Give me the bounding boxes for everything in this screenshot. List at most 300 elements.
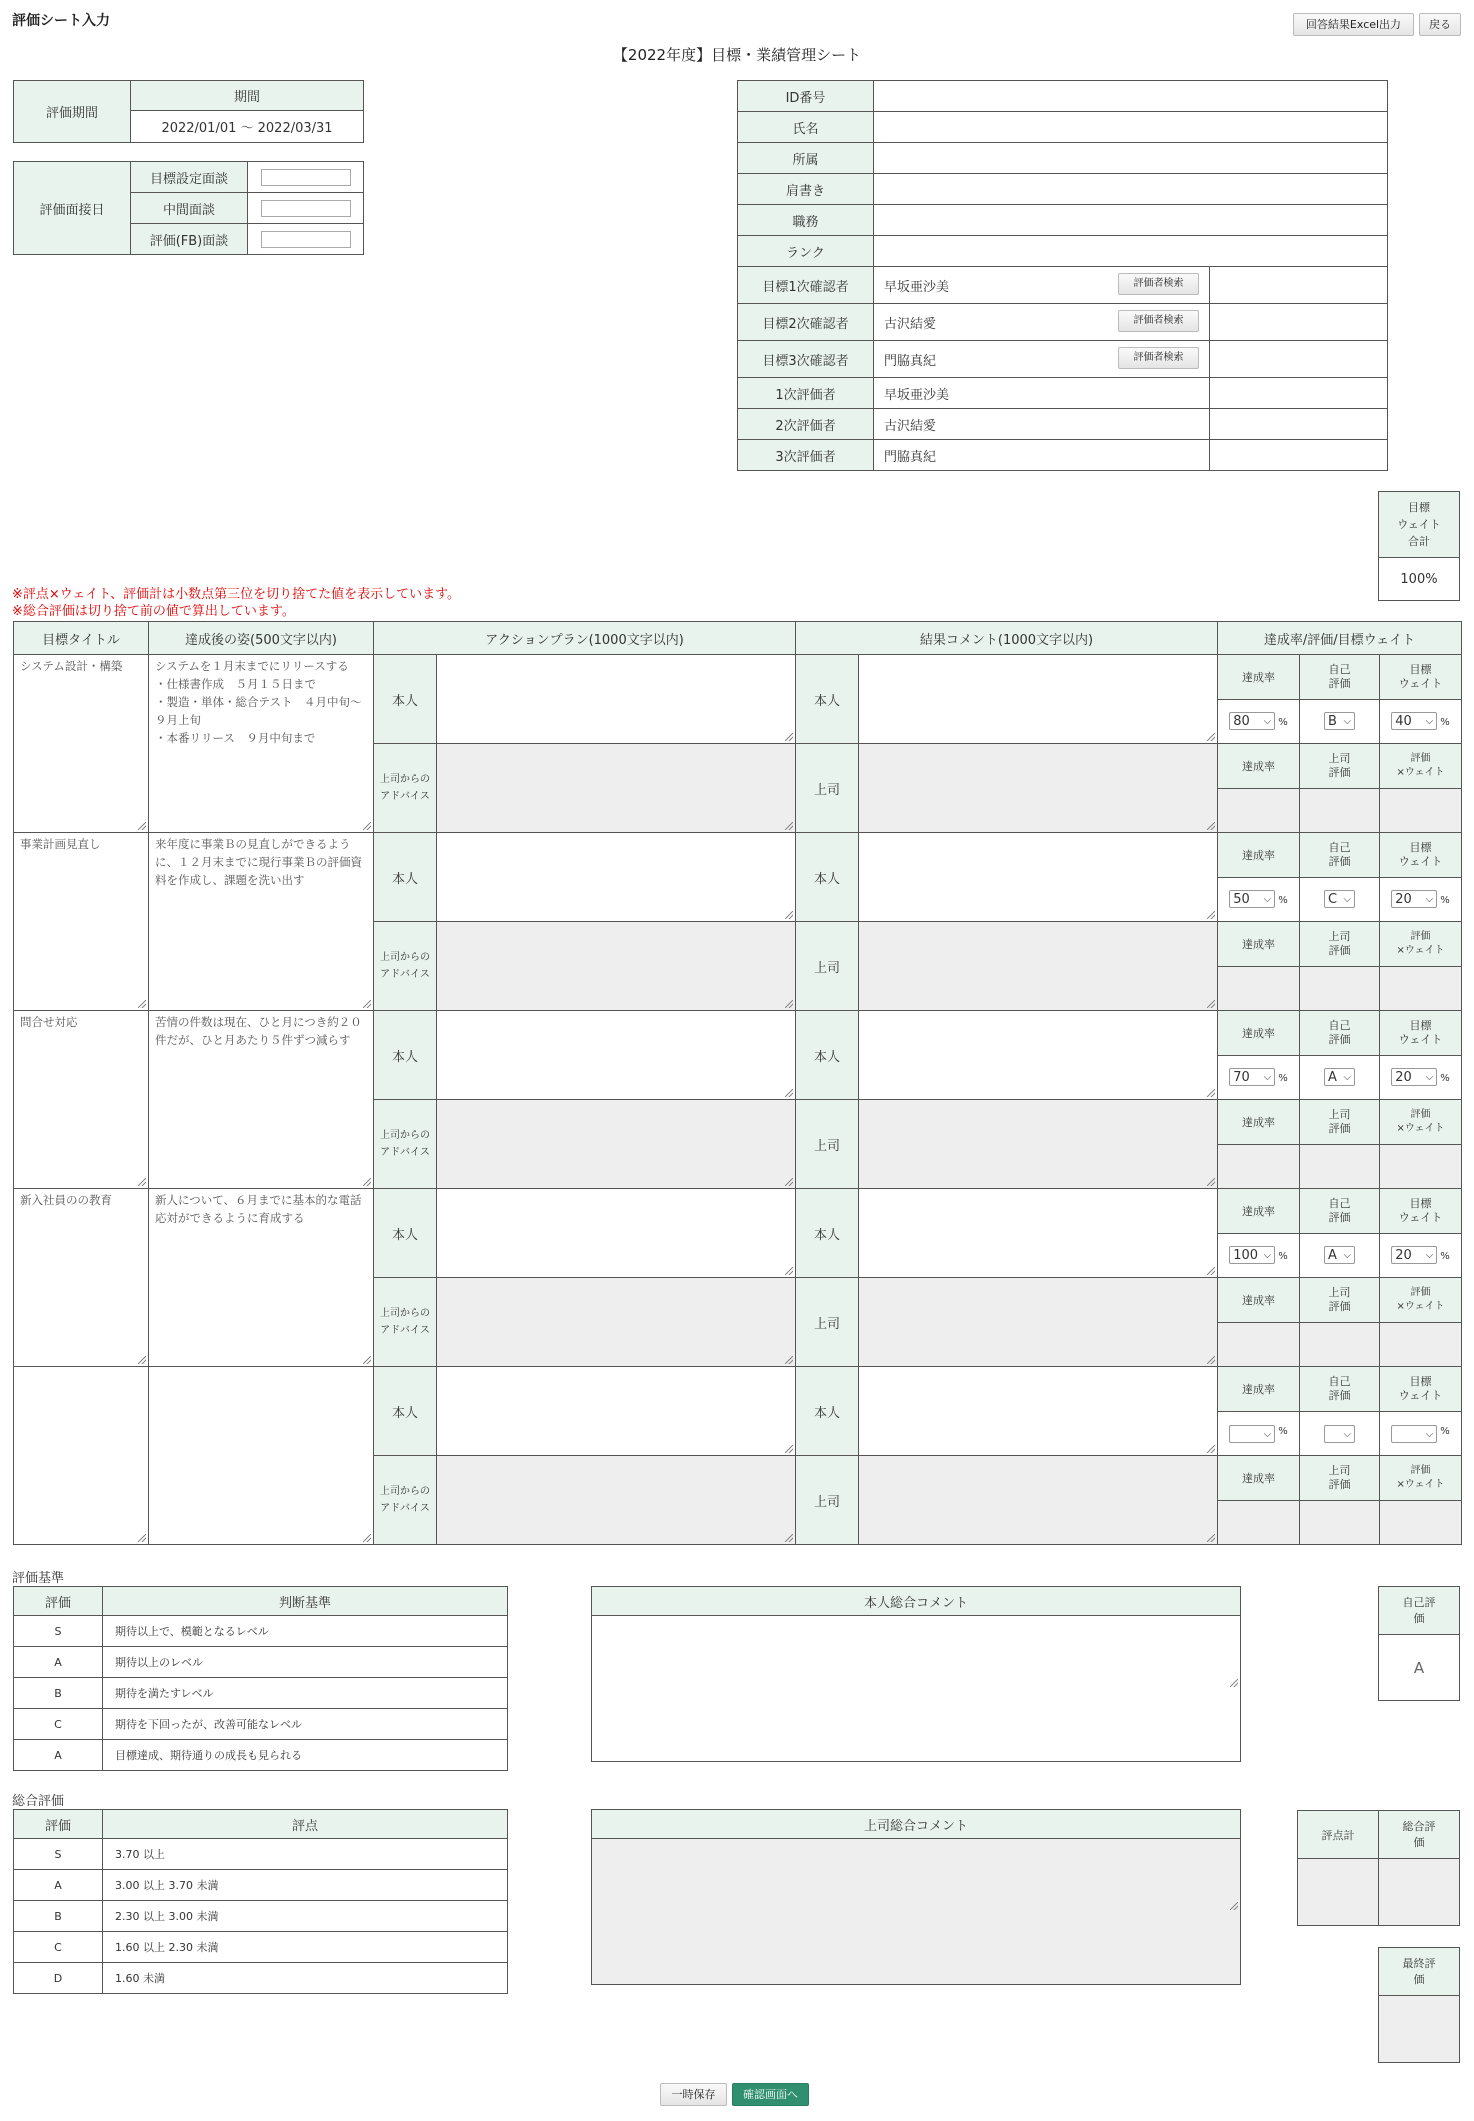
evaluator-name: 古沢結愛 (874, 409, 1210, 440)
chevron-down-icon: ⌵ (1263, 1071, 1272, 1083)
resize-grip-icon (785, 1356, 793, 1364)
boss-eval-value (1300, 1500, 1380, 1545)
label: 評価 (1328, 1121, 1351, 1135)
table-row (14, 1647, 508, 1678)
rate-value: 70 (1233, 1069, 1250, 1085)
label: 上司 (1328, 1285, 1351, 1299)
weight-total-table (1378, 491, 1460, 601)
criteria-grade: A (14, 1740, 103, 1771)
boss-advice-textarea (437, 1456, 795, 1544)
overall-range: 1.60 未満 (103, 1963, 508, 1994)
rate-select[interactable] (1229, 1425, 1275, 1443)
evaluator-name: 門脇真紀 (874, 440, 1210, 471)
boss-eval-value (1300, 788, 1380, 833)
resize-grip-icon[interactable] (1207, 733, 1215, 741)
label: アドバイス (380, 1325, 430, 1336)
confirm-button[interactable]: 確認画面へ (732, 2083, 809, 2106)
final-eval-value (1379, 1996, 1460, 2063)
final-eval-label: 価 (1413, 1972, 1425, 1986)
boss-eval-header (1300, 1456, 1380, 1501)
resize-grip-icon (1207, 1534, 1215, 1542)
evaluator-label: 3次評価者 (738, 440, 874, 471)
boss-eval-value (1300, 1144, 1380, 1189)
boss-eval-header (1300, 1278, 1380, 1323)
overall-range: 3.70 以上 (103, 1839, 508, 1870)
result-boss-textarea (859, 744, 1217, 832)
overall-header: 評点 (103, 1810, 508, 1839)
boss-comment-table (591, 1809, 1241, 1985)
profile-label: ID番号 (738, 81, 874, 112)
criteria-grade: B (14, 1678, 103, 1709)
criteria-desc: 期待を下回ったが、改善可能なレベル (103, 1709, 508, 1740)
label: ウェイト (1398, 676, 1443, 690)
profile-label: ランク (738, 236, 874, 267)
chevron-down-icon: ⌵ (1425, 1428, 1434, 1440)
period-table (13, 80, 364, 143)
evaluator-label: 2次評価者 (738, 409, 874, 440)
overall-table (13, 1809, 508, 1994)
self-label: 本人 (374, 1011, 437, 1100)
action-plan-self-textarea[interactable] (437, 655, 795, 743)
rate-select[interactable] (1229, 890, 1275, 908)
goal-desc-cell[interactable] (149, 655, 374, 833)
label: 評価 (1328, 943, 1351, 957)
label: 自己 (1328, 1374, 1351, 1388)
table-row (14, 1839, 508, 1870)
label: アドバイス (380, 969, 430, 980)
feedback-date-input[interactable] (261, 231, 351, 248)
overall-header: 評価 (14, 1810, 103, 1839)
result-self-textarea[interactable] (859, 1189, 1217, 1277)
goal-title-cell[interactable] (14, 833, 149, 1011)
label: ×ウェイト (1396, 1300, 1445, 1312)
rate-label: 達成率 (1218, 922, 1300, 967)
resize-grip-icon (1207, 1000, 1215, 1008)
score-value (1380, 788, 1462, 833)
chevron-down-icon: ⌵ (1343, 1071, 1352, 1083)
boss-eval-value (1300, 966, 1380, 1011)
evaluator-label: 1次評価者 (738, 378, 874, 409)
chevron-down-icon: ⌵ (1263, 893, 1272, 905)
self-label: 本人 (796, 655, 859, 744)
table-row (14, 1709, 508, 1740)
notes (12, 586, 460, 620)
weight-header (1380, 655, 1462, 700)
overall-grade: S (14, 1839, 103, 1870)
label: 自己 (1328, 840, 1351, 854)
criteria-title: 評価基準 (12, 1571, 65, 1586)
note-line: ※評点×ウェイト、評価計は小数点第三位を切り捨てた値を表示しています。 (12, 587, 461, 602)
self-eval-select[interactable] (1324, 1246, 1355, 1264)
rate-select[interactable] (1229, 712, 1275, 730)
label: 自己 (1328, 662, 1351, 676)
resize-grip-icon (785, 1534, 793, 1542)
score-header (1380, 922, 1462, 967)
self-eval-label: 自己評 (1402, 1595, 1436, 1609)
score-box (1297, 1810, 1460, 1926)
resize-grip-icon[interactable] (363, 1000, 371, 1008)
resize-grip-icon[interactable] (1207, 911, 1215, 919)
overall-eval-label: 総合評 (1402, 1819, 1436, 1833)
label: 目標 (1409, 662, 1432, 676)
resize-grip-icon[interactable] (363, 1178, 371, 1186)
rate-select[interactable] (1229, 1068, 1275, 1086)
pct-label: % (1278, 894, 1288, 906)
result-boss-textarea (859, 922, 1217, 1010)
label: 上司からの (380, 1486, 430, 1497)
rate-select[interactable] (1229, 1246, 1275, 1264)
self-label: 本人 (374, 1367, 437, 1456)
label: 上司からの (380, 952, 430, 963)
resize-grip-icon (1207, 822, 1215, 830)
excel-export-button[interactable]: 回答結果Excel出力 (1293, 13, 1414, 36)
table-row (14, 1932, 508, 1963)
self-eval-header (1300, 1011, 1380, 1056)
result-self-textarea[interactable] (859, 1011, 1217, 1099)
self-label: 本人 (374, 833, 437, 922)
label: 評価 (1328, 765, 1351, 779)
label: アドバイス (380, 1503, 430, 1514)
table-row (14, 1740, 508, 1771)
label: ×ウェイト (1396, 1122, 1445, 1134)
goal-desc: 新人について、６月までに基本的な電話応対ができるように育成する (155, 1193, 362, 1225)
resize-grip-icon (1207, 1178, 1215, 1186)
label: 評価 (1328, 1032, 1351, 1046)
goal-title-cell[interactable] (14, 655, 149, 833)
weight-header (1380, 1367, 1462, 1412)
boss-advice-textarea (437, 1278, 795, 1366)
weight-total-label: 合計 (1408, 535, 1430, 548)
table-row (14, 1678, 508, 1709)
label: ×ウェイト (1396, 766, 1445, 778)
rate-label: 達成率 (1218, 1011, 1300, 1056)
profile-label: 氏名 (738, 112, 874, 143)
confirmer-name: 門脇真紀 (884, 353, 937, 369)
midterm-date-input[interactable] (261, 200, 351, 217)
score-value (1380, 1322, 1462, 1367)
criteria-grade: S (14, 1616, 103, 1647)
weight-select[interactable] (1391, 890, 1437, 908)
action-plan-self-textarea[interactable] (437, 1367, 795, 1455)
action-plan-self-textarea[interactable] (437, 1189, 795, 1277)
result-self-textarea[interactable] (859, 833, 1217, 921)
rate-label: 達成率 (1218, 655, 1300, 700)
overall-grade: B (14, 1901, 103, 1932)
boss-eval-header (1300, 744, 1380, 789)
self-label: 本人 (796, 1367, 859, 1456)
boss-advice-label (374, 1278, 437, 1367)
goal-desc-cell[interactable] (149, 1367, 374, 1545)
confirmer-label: 目標1次確認者 (738, 267, 874, 304)
weight-select[interactable] (1391, 1425, 1437, 1443)
self-label: 本人 (796, 1189, 859, 1278)
resize-grip-icon (785, 1178, 793, 1186)
note-line: ※総合評価は切り捨て前の値で算出しています。 (12, 604, 295, 619)
goal-title: 問合せ対応 (20, 1015, 78, 1029)
goal-title: 新入社員のの教育 (20, 1193, 112, 1207)
resize-grip-icon[interactable] (138, 822, 146, 830)
label: 評価 (1410, 1286, 1431, 1298)
col-header: アクションプラン(1000文字以内) (374, 622, 796, 655)
chevron-down-icon: ⌵ (1263, 715, 1272, 727)
resize-grip-icon[interactable] (785, 733, 793, 741)
resize-grip-icon[interactable] (785, 1445, 793, 1453)
pct-label: % (1440, 1426, 1450, 1438)
resize-grip-icon (1207, 1356, 1215, 1364)
resize-grip-icon[interactable] (1207, 1089, 1215, 1097)
goal-desc-cell[interactable] (149, 1011, 374, 1189)
chevron-down-icon: ⌵ (1425, 893, 1434, 905)
self-comment-label: 本人総合コメント (592, 1587, 1241, 1616)
label: 評価 (1328, 1299, 1351, 1313)
label: 評価 (1328, 1477, 1351, 1491)
score-header (1380, 1456, 1462, 1501)
goal-desc-cell[interactable] (149, 833, 374, 1011)
result-self-textarea[interactable] (859, 655, 1217, 743)
overall-range: 3.00 以上 3.70 未満 (103, 1870, 508, 1901)
goal-desc: 苦情の件数は現在、ひと月につき約２０件だが、ひと月あたり５件ずつ減らす (155, 1015, 362, 1047)
resize-grip-icon[interactable] (785, 1089, 793, 1097)
self-eval-value: A (1328, 1247, 1337, 1263)
col-header: 結果コメント(1000文字以内) (796, 622, 1218, 655)
label: 自己 (1328, 1018, 1351, 1032)
interview-row-label: 中間面談 (131, 193, 248, 224)
table-row (14, 1870, 508, 1901)
weight-header (1380, 1011, 1462, 1056)
confirmer-name: 早坂亜沙美 (884, 279, 950, 295)
label: 評価 (1328, 676, 1351, 690)
criteria-header: 評価 (14, 1587, 103, 1616)
self-label: 本人 (796, 1011, 859, 1100)
criteria-desc: 目標達成、期待通りの成長も見られる (103, 1740, 508, 1771)
resize-grip-icon[interactable] (785, 911, 793, 919)
boss-advice-label (374, 744, 437, 833)
label: 評価 (1328, 1388, 1351, 1402)
label: 目標 (1409, 1196, 1432, 1210)
score-value (1380, 1144, 1462, 1189)
self-eval-select[interactable] (1324, 1425, 1355, 1443)
weight-value: 20 (1395, 1247, 1412, 1263)
label: アドバイス (380, 1147, 430, 1158)
pct-label: % (1278, 1072, 1288, 1084)
resize-grip-icon[interactable] (363, 822, 371, 830)
goal-setting-date-input[interactable] (261, 169, 351, 186)
resize-grip-icon[interactable] (1230, 1679, 1238, 1687)
label: 評価 (1410, 930, 1431, 942)
rate-label: 達成率 (1218, 1456, 1300, 1501)
self-eval-select[interactable] (1324, 890, 1355, 908)
boss-advice-textarea (437, 922, 795, 1010)
boss-label: 上司 (796, 744, 859, 833)
self-eval-header (1300, 1189, 1380, 1234)
self-label: 本人 (374, 655, 437, 744)
boss-rate-value (1218, 788, 1300, 833)
result-boss-textarea (859, 1456, 1217, 1544)
resize-grip-icon (785, 822, 793, 830)
action-plan-self-textarea[interactable] (437, 833, 795, 921)
weight-value: 20 (1395, 1069, 1412, 1085)
boss-label: 上司 (796, 1456, 859, 1545)
confirmer-label: 目標2次確認者 (738, 304, 874, 341)
goal-desc: システムを１月末までにリリースする ・仕様書作成 ５月１５日まで ・製造・単体・総合テスト ４月中旬〜９月上旬 ・本番リリース ９月中旬まで (155, 659, 362, 745)
self-eval-label: 価 (1413, 1611, 1425, 1625)
boss-advice-label (374, 1456, 437, 1545)
pct-label: % (1278, 1250, 1288, 1262)
pct-label: % (1440, 894, 1450, 906)
resize-grip-icon (785, 1000, 793, 1008)
score-header (1380, 744, 1462, 789)
score-header (1380, 1100, 1462, 1145)
confirmer-name: 古沢結愛 (884, 316, 937, 332)
boss-rate-value (1218, 1500, 1300, 1545)
boss-comment-label: 上司総合コメント (592, 1810, 1241, 1839)
boss-advice-textarea (437, 744, 795, 832)
weight-total-value: 100% (1379, 558, 1460, 601)
boss-rate-value (1218, 1322, 1300, 1367)
overall-range: 2.30 以上 3.00 未満 (103, 1901, 508, 1932)
profile-table (737, 80, 1388, 471)
interview-row-label: 評価(FB)面談 (131, 224, 248, 255)
resize-grip-icon[interactable] (363, 1534, 371, 1542)
pct-label: % (1278, 716, 1288, 728)
score-value (1380, 966, 1462, 1011)
chevron-down-icon: ⌵ (1425, 1071, 1434, 1083)
criteria-desc: 期待以上で、模範となるレベル (103, 1616, 508, 1647)
page-title: 評価シート入力 (12, 13, 110, 29)
overall-range: 1.60 以上 2.30 未満 (103, 1932, 508, 1963)
overall-grade: C (14, 1932, 103, 1963)
chevron-down-icon: ⌵ (1425, 1249, 1434, 1261)
rate-label: 達成率 (1218, 1367, 1300, 1412)
label: 評価 (1410, 752, 1431, 764)
boss-label: 上司 (796, 1278, 859, 1367)
rate-value: 80 (1233, 713, 1250, 729)
boss-advice-label (374, 1100, 437, 1189)
col-header: 目標タイトル (14, 622, 149, 655)
resize-grip-icon (1230, 1902, 1238, 1910)
evaluator-name: 早坂亜沙美 (874, 378, 1210, 409)
table-row (14, 1963, 508, 1994)
weight-select[interactable] (1391, 1068, 1437, 1086)
chevron-down-icon: ⌵ (1343, 715, 1352, 727)
profile-label: 肩書き (738, 174, 874, 205)
score-total-value (1298, 1859, 1379, 1926)
resize-grip-icon[interactable] (785, 1267, 793, 1275)
resize-grip-icon[interactable] (138, 1000, 146, 1008)
label: 目標 (1409, 1374, 1432, 1388)
label: 評価 (1328, 1210, 1351, 1224)
temp-save-button[interactable]: 一時保存 (660, 2083, 727, 2106)
rate-label: 達成率 (1218, 1100, 1300, 1145)
goal-title-cell[interactable] (14, 1367, 149, 1545)
rate-label: 達成率 (1218, 833, 1300, 878)
rate-label: 達成率 (1218, 744, 1300, 789)
boss-rate-value (1218, 1144, 1300, 1189)
weight-total-label: 目標 (1408, 501, 1430, 514)
weight-header (1380, 833, 1462, 878)
overall-title: 総合評価 (12, 1794, 65, 1809)
criteria-desc: 期待を満たすレベル (103, 1678, 508, 1709)
self-eval-select[interactable] (1324, 1068, 1355, 1086)
goal-title-cell[interactable] (14, 1189, 149, 1367)
criteria-grade: A (14, 1647, 103, 1678)
result-self-textarea[interactable] (859, 1367, 1217, 1455)
weight-select[interactable] (1391, 1246, 1437, 1264)
resize-grip-icon[interactable] (138, 1534, 146, 1542)
criteria-grade: C (14, 1709, 103, 1740)
goal-title: システム設計・構築 (20, 659, 123, 673)
self-eval-value: A (1379, 1635, 1460, 1701)
label: 目標 (1409, 1018, 1432, 1032)
overall-eval-label: 価 (1413, 1835, 1425, 1849)
criteria-table (13, 1586, 508, 1771)
label: 評価 (1328, 854, 1351, 868)
self-comment-table (591, 1586, 1241, 1762)
label: 上司からの (380, 1308, 430, 1319)
label: 上司からの (380, 1130, 430, 1141)
rate-label: 達成率 (1218, 1278, 1300, 1323)
label: ×ウェイト (1396, 1478, 1445, 1490)
pct-label: % (1440, 1250, 1450, 1262)
back-button[interactable]: 戻る (1419, 13, 1461, 36)
self-eval-value: C (1328, 891, 1338, 907)
goal-title (14, 1367, 148, 1371)
confirmer-label: 目標3次確認者 (738, 341, 874, 378)
self-eval-box (1378, 1586, 1460, 1701)
boss-eval-value (1300, 1322, 1380, 1367)
weight-value: 40 (1395, 713, 1412, 729)
pct-label: % (1440, 1072, 1450, 1084)
col-header: 達成後の姿(500文字以内) (149, 622, 374, 655)
final-eval-label: 最終評 (1402, 1956, 1436, 1970)
resize-grip-icon[interactable] (363, 1356, 371, 1364)
evaluator-search-button[interactable]: 評価者検索 (1118, 347, 1199, 369)
weight-select[interactable] (1391, 712, 1437, 730)
resize-grip-icon[interactable] (1207, 1267, 1215, 1275)
goal-desc: 来年度に事業Ｂの見直しができるように、１２月末までに現行事業Ｂの評価資料を作成し、課題を洗い出す (155, 837, 362, 887)
resize-grip-icon[interactable] (1207, 1445, 1215, 1453)
action-plan-self-textarea[interactable] (437, 1011, 795, 1099)
resize-grip-icon[interactable] (138, 1356, 146, 1364)
chevron-down-icon: ⌵ (1263, 1428, 1272, 1440)
self-eval-header (1300, 1367, 1380, 1412)
criteria-desc: 期待以上のレベル (103, 1647, 508, 1678)
period-header: 期間 (131, 81, 364, 111)
self-eval-select[interactable] (1324, 712, 1355, 730)
period-value: 2022/01/01 〜 2022/03/31 (131, 111, 364, 143)
evaluator-search-button[interactable]: 評価者検索 (1118, 273, 1199, 295)
self-eval-header (1300, 833, 1380, 878)
goals-table (13, 621, 1462, 1545)
evaluator-search-button[interactable]: 評価者検索 (1118, 310, 1199, 332)
label: 評価 (1410, 1108, 1431, 1120)
boss-label: 上司 (796, 1100, 859, 1189)
goal-title-cell[interactable] (14, 1011, 149, 1189)
boss-rate-value (1218, 966, 1300, 1011)
table-row (14, 1901, 508, 1932)
score-total-label: 評点計 (1298, 1811, 1379, 1859)
score-value (1380, 1500, 1462, 1545)
table-row (14, 1616, 508, 1647)
result-boss-textarea (859, 1100, 1217, 1188)
boss-advice-textarea (437, 1100, 795, 1188)
self-eval-header (1300, 655, 1380, 700)
resize-grip-icon[interactable] (138, 1178, 146, 1186)
profile-label: 所属 (738, 143, 874, 174)
goal-desc-cell[interactable] (149, 1189, 374, 1367)
label: ウェイト (1398, 1388, 1443, 1402)
sheet-heading: 【2022年度】目標・業績管理シート (612, 46, 862, 64)
